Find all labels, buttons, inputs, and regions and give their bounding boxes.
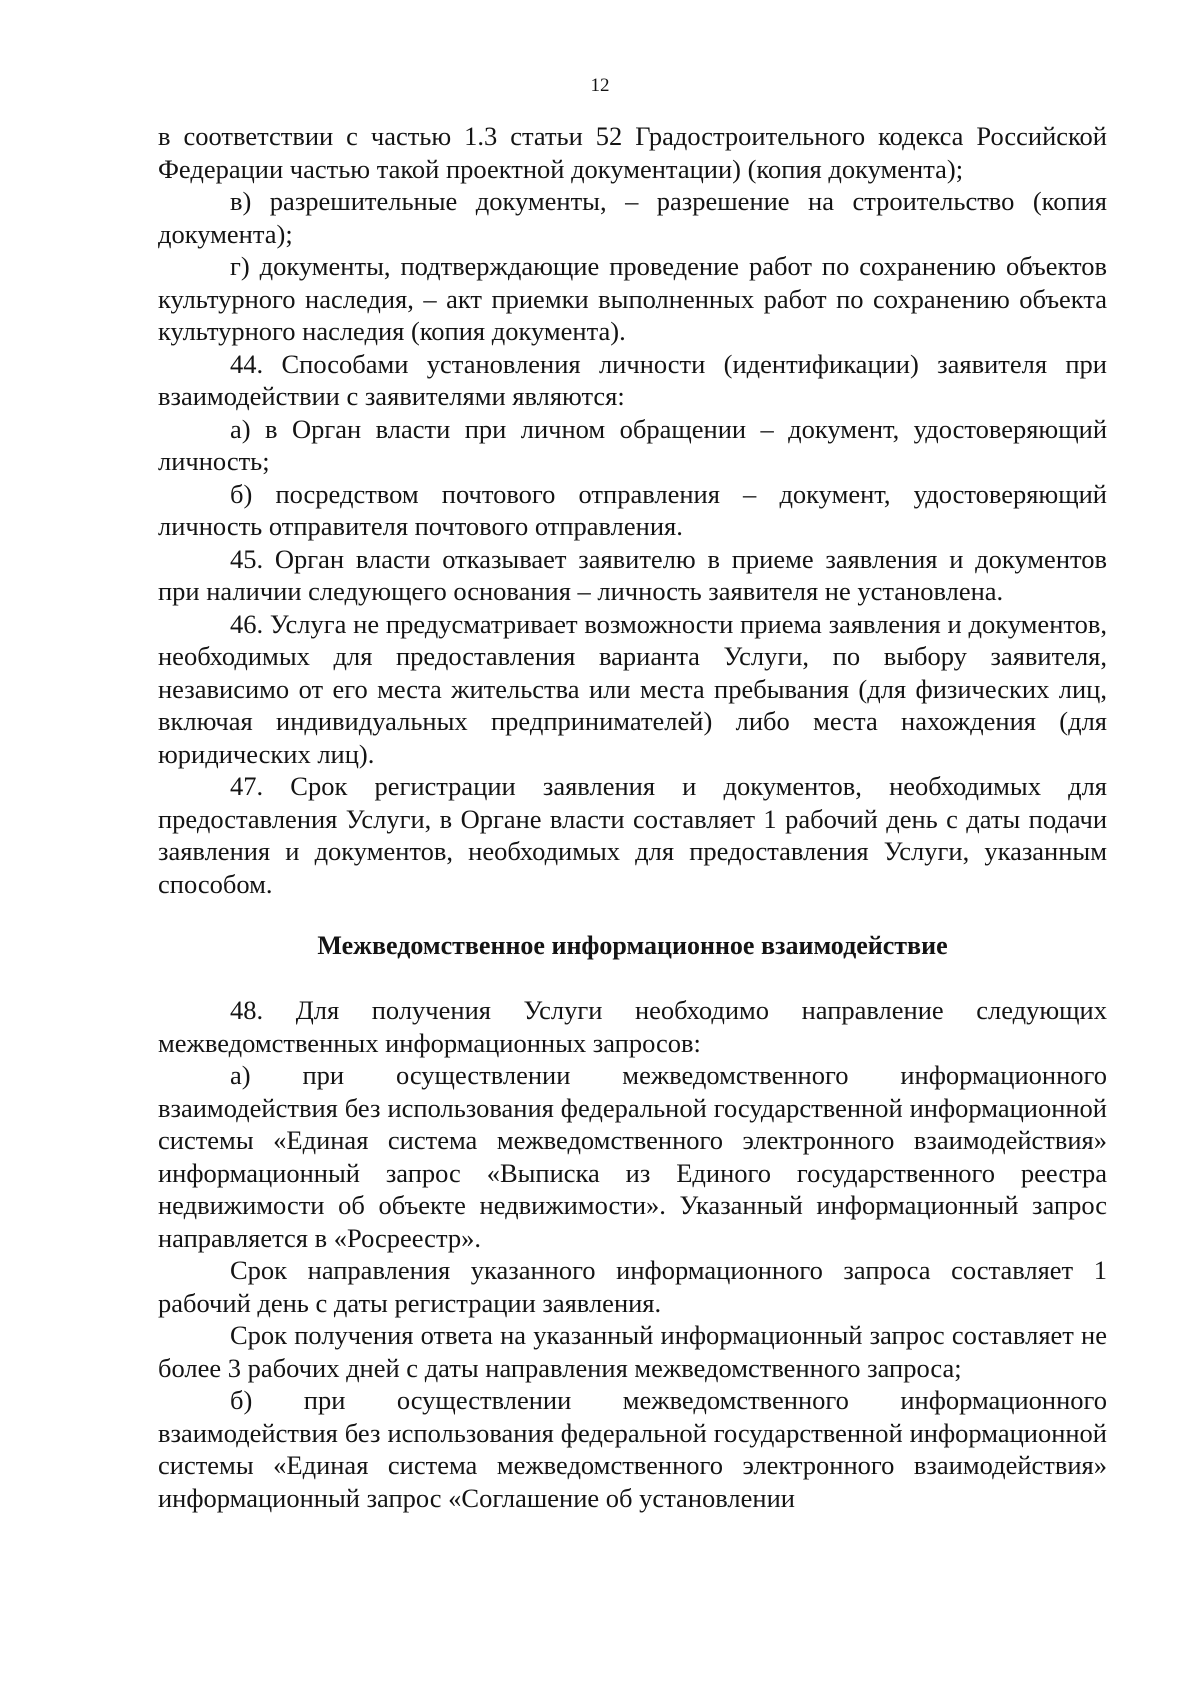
paragraph-44: 44. Способами установления личности (идентификации) заявителя при взаимодействии с заявителями являются: <box>158 348 1107 411</box>
paragraph-46: 46. Услуга не предусматривает возможности приема заявления и документов, необходимых для предоставления варианта Услуги, по выбору заявителя, независимо от его места жительства или места пребывания (для физических лиц, включая индивидуальных предпринимателей) либо места нахождения (для юридических лиц). <box>158 608 1107 769</box>
paragraph-48-a-send-term: Срок направления указанного информационного запроса составляет 1 рабочий день с даты регистрации заявления. <box>158 1255 1107 1318</box>
paragraph-48-a: а) при осуществлении межведомственного информационного взаимодействия без использования федеральной государственной информационной системы «Единая система межведомственного электронного взаимодействия» информационный запрос «Выписка из Единого государственного реестра недвижимости об объекте недвижимости». Указанный информационный запрос направляется в «Росреестр». <box>158 1060 1107 1253</box>
page-number: 12 <box>590 75 610 96</box>
paragraph-item-g: г) документы, подтверждающие проведение работ по сохранению объектов культурного наследия, – акт приемки выполненных работ по сохранению объекта культурного наследия (копия документа). <box>158 251 1107 346</box>
paragraph-45: 45. Орган власти отказывает заявителю в приеме заявления и документов при наличии следующего основания – личность заявителя не установлена. <box>158 543 1107 606</box>
paragraph-47: 47. Срок регистрации заявления и документов, необходимых для предоставления Услуги, в Органе власти составляет 1 рабочий день с даты подачи заявления и документов, необходимых для предоставления Услуги, указанным способом. <box>158 771 1107 899</box>
paragraph-44-a: а) в Орган власти при личном обращении – документ, удостоверяющий личность; <box>158 413 1107 476</box>
paragraph-continuation: в соответствии с частью 1.3 статьи 52 Градостроительного кодекса Российской Федерации частью такой проектной документации) (копия документа); <box>158 121 1107 184</box>
paragraph-48-b: б) при осуществлении межведомственного информационного взаимодействия без использования федеральной государственной информационной системы «Единая система межведомственного электронного взаимодействия» информационный запрос «Соглашение об установлении <box>158 1385 1107 1513</box>
paragraph-item-v: в) разрешительные документы, – разрешение на строительство (копия документа); <box>158 186 1107 249</box>
paragraph-48: 48. Для получения Услуги необходимо направление следующих межведомственных информационных запросов: <box>158 995 1107 1058</box>
section-heading: Межведомственное информационное взаимодействие <box>317 931 948 960</box>
document-body <box>158 120 1107 1514</box>
paragraph-48-a-response-term: Срок получения ответа на указанный информационный запрос составляет не более 3 рабочих дней с даты направления межведомственного запроса; <box>158 1320 1107 1383</box>
paragraph-44-b: б) посредством почтового отправления – документ, удостоверяющий личность отправителя почтового отправления. <box>158 478 1107 541</box>
